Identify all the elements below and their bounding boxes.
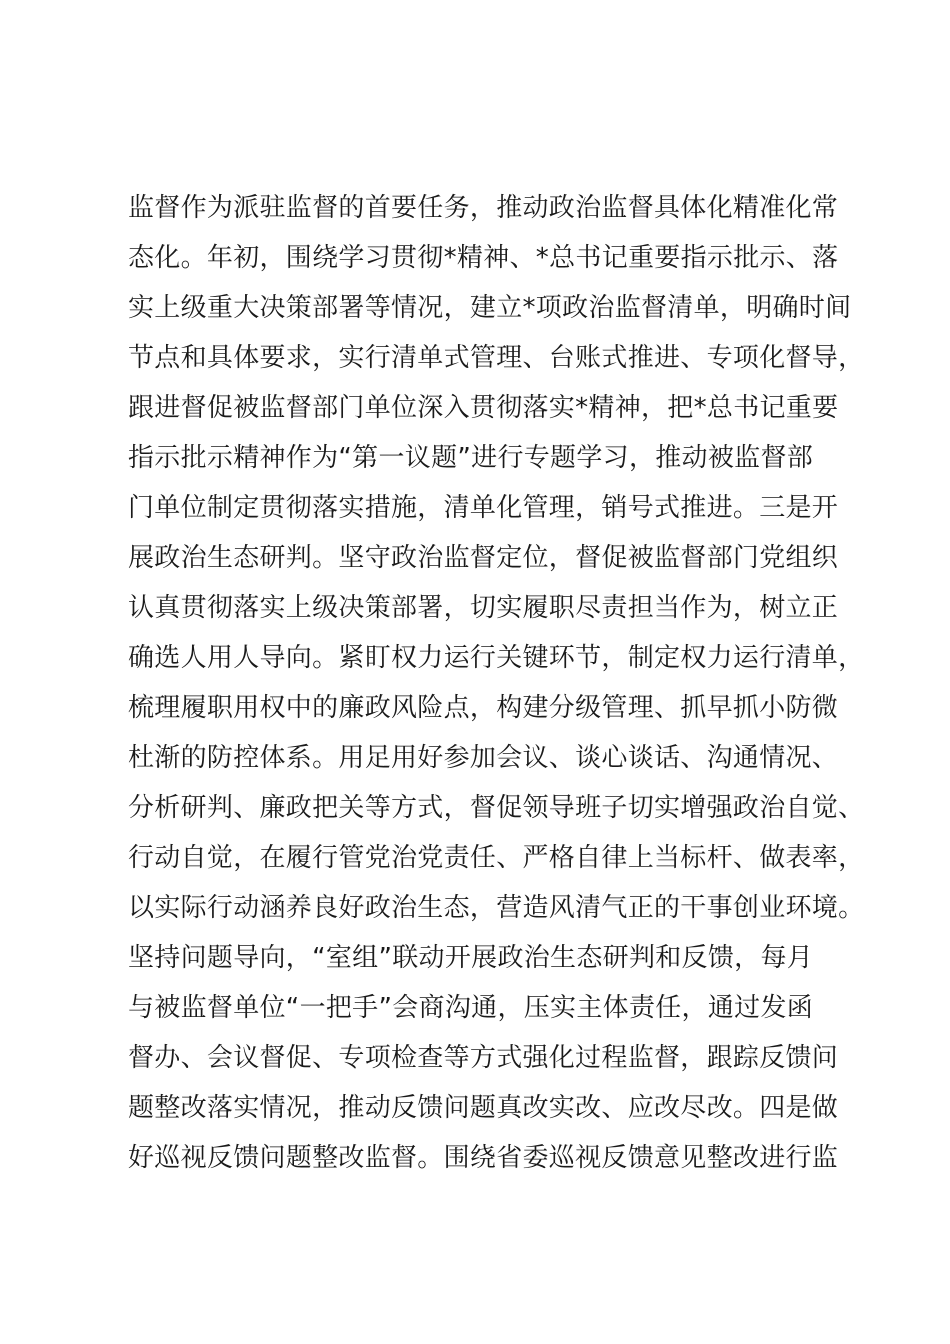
text-line: 行动自觉，在履行管党治党责任、严格自律上当标杆、做表率， — [128, 843, 865, 873]
text-line: 跟进督促被监督部门单位深入贯彻落实*精神，把*总书记重要 — [128, 393, 839, 423]
text-line: 实上级重大决策部署等情况，建立*项政治监督清单，明确时间 — [128, 293, 852, 323]
text-line: 门单位制定贯彻落实措施，清单化管理，销号式推进。三是开 — [128, 493, 839, 523]
text-line: 认真贯彻落实上级决策部署，切实履职尽责担当作为，树立正 — [128, 593, 839, 623]
document-body — [128, 183, 865, 1183]
text-line: 与被监督单位“一把手”会商沟通，压实主体责任，通过发函 — [128, 993, 814, 1023]
text-line: 督办、会议督促、专项检查等方式强化过程监督，跟踪反馈问 — [128, 1043, 839, 1073]
text-line: 监督作为派驻监督的首要任务，推动政治监督具体化精准化常 — [128, 193, 839, 223]
text-line: 以实际行动涵养良好政治生态，营造风清气正的干事创业环境。 — [128, 893, 865, 923]
text-line: 题整改落实情况，推动反馈问题真改实改、应改尽改。四是做 — [128, 1093, 839, 1123]
text-line: 展政治生态研判。坚守政治监督定位，督促被监督部门党组织 — [128, 543, 839, 573]
text-line: 梳理履职用权中的廉政风险点，构建分级管理、抓早抓小防微 — [128, 693, 839, 723]
text-line: 杜渐的防控体系。用足用好参加会议、谈心谈话、沟通情况、 — [128, 743, 839, 773]
text-line: 确选人用人导向。紧盯权力运行关键环节，制定权力运行清单， — [128, 643, 865, 673]
text-line: 分析研判、廉政把关等方式，督促领导班子切实增强政治自觉、 — [128, 793, 865, 823]
text-line: 指示批示精神作为“第一议题”进行专题学习，推动被监督部 — [128, 443, 814, 473]
text-line: 好巡视反馈问题整改监督。围绕省委巡视反馈意见整改进行监 — [128, 1143, 839, 1173]
text-line: 节点和具体要求，实行清单式管理、台账式推进、专项化督导， — [128, 343, 865, 373]
text-line: 坚持问题导向，“室组”联动开展政治生态研判和反馈，每月 — [128, 943, 814, 973]
text-line: 态化。年初，围绕学习贯彻*精神、*总书记重要指示批示、落 — [128, 243, 839, 273]
